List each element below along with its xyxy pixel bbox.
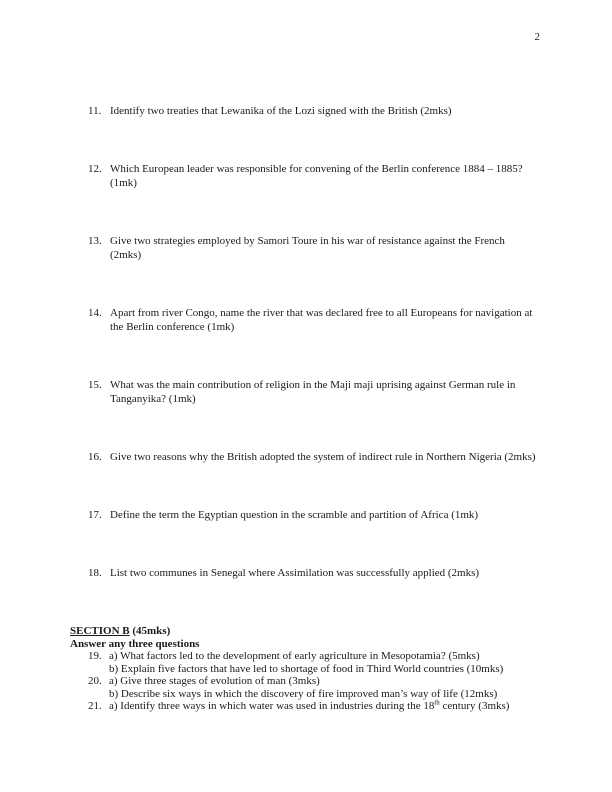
subquestion-19b (109, 663, 552, 676)
question-item-12 (88, 162, 544, 190)
question-item-11 (88, 104, 544, 118)
question-number: 19. (88, 650, 102, 662)
subquestion-text: a) What factors led to the development of early agriculture in Mesopotamia? (5mks) (109, 650, 480, 662)
question-item-14 (88, 306, 544, 334)
question-number: 11. (88, 105, 102, 117)
question-list (88, 104, 544, 624)
subquestion-text: b) Describe six ways in which the discovery of fire improved man’s way of life (12mks) (109, 687, 498, 700)
question-item-13 (88, 234, 544, 262)
question-number: 14. (88, 307, 102, 319)
section-b-heading (70, 625, 552, 638)
subquestion-text: a) Identify three ways in which water was used in industries during the 18th century (3mks) (109, 698, 510, 712)
question-text: Apart from river Congo, name the river that was declared free to all Europeans for navigation at the Berlin conference (1mk) (110, 307, 533, 333)
question-text: Which European leader was responsible for convening of the Berlin conference 1884 – 1885? (1mk) (110, 163, 523, 189)
question-text: Define the term the Egyptian question in the scramble and partition of Africa (1mk) (110, 509, 479, 521)
subquestion-20a (88, 675, 552, 688)
subquestion-text: a) Give three stages of evolution of man (3mks) (109, 675, 320, 687)
question-text: Give two strategies employed by Samori Toure in his war of resistance against the French (2mks) (110, 235, 505, 261)
question-number: 13. (88, 235, 102, 247)
question-text: List two communes in Senegal where Assimilation was successfully applied (2mks) (110, 567, 480, 579)
superscript-th: th (434, 698, 440, 707)
page-number: 2 (534, 31, 540, 43)
question-item-18 (88, 566, 544, 580)
question-number: 16. (88, 451, 102, 463)
section-b-marks: (45mks) (129, 625, 171, 637)
section-b (70, 625, 552, 713)
question-text: What was the main contribution of religion in the Maji maji uprising against German rule in Tanganyika? (1mk) (110, 379, 516, 405)
question-number: 21. (88, 700, 102, 712)
question-item-15 (88, 378, 544, 406)
question-text: Give two reasons why the British adopted the system of indirect rule in Northern Nigeria (2mks) (110, 451, 536, 463)
subquestion-19a (88, 650, 552, 663)
question-number: 17. (88, 509, 102, 521)
section-b-title: SECTION B (70, 625, 130, 637)
subquestion-21a (88, 700, 552, 713)
question-item-16 (88, 450, 544, 464)
question-number: 20. (88, 675, 102, 687)
section-b-instruction: Answer any three questions (70, 637, 200, 650)
question-text: Identify two treaties that Lewanika of the Lozi signed with the British (2mks) (110, 105, 452, 117)
question-number: 15. (88, 379, 102, 391)
subquestion-20b (109, 688, 552, 701)
question-number: 12. (88, 163, 102, 175)
subquestion-text: b) Explain five factors that have led to shortage of food in Third World countries (10mks) (109, 662, 504, 675)
question-item-17 (88, 508, 544, 522)
question-number: 18. (88, 567, 102, 579)
